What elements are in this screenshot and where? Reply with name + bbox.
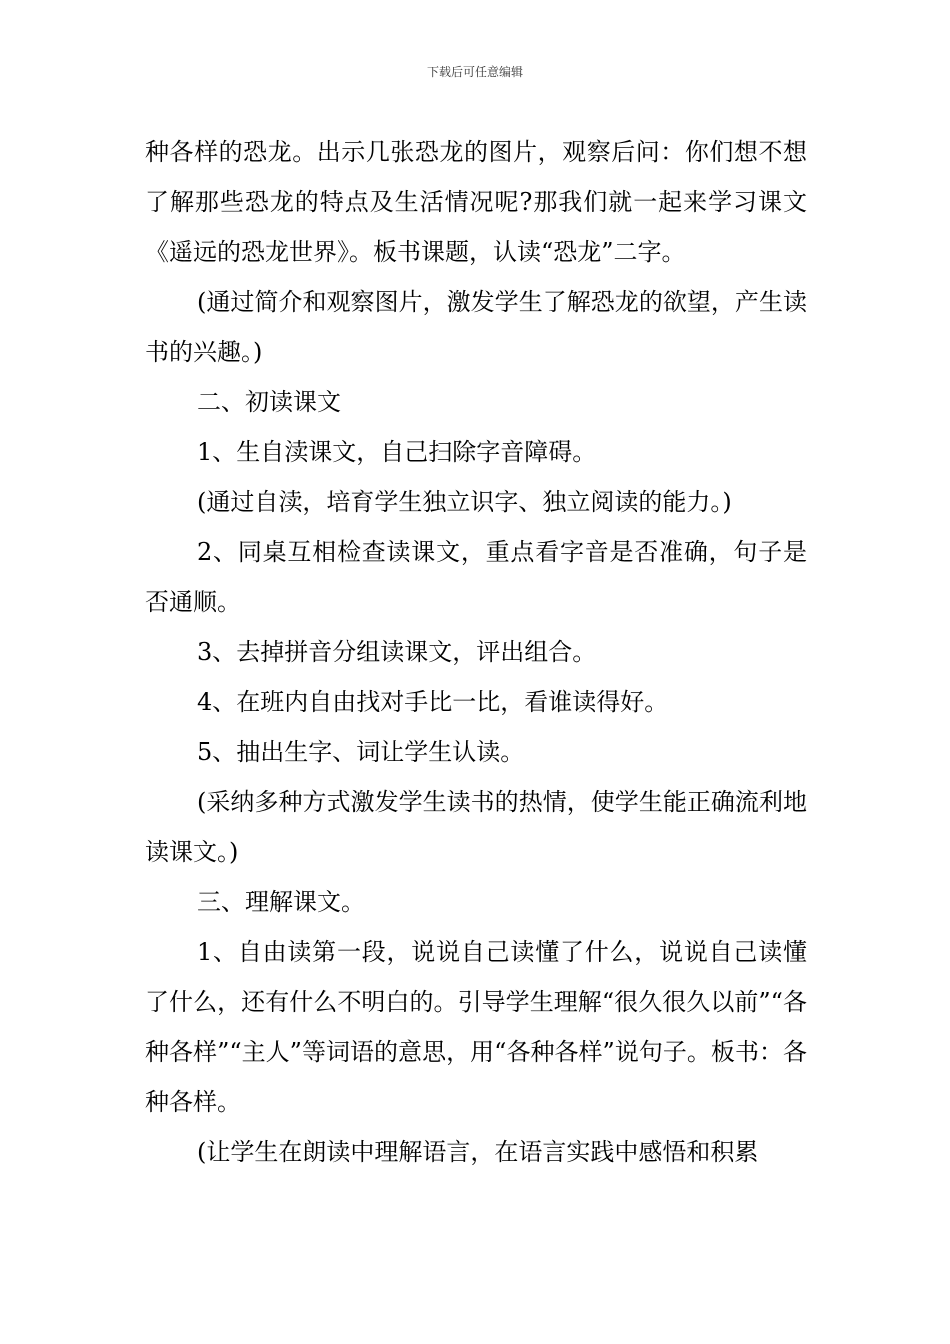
paragraph: (采纳多种方式激发学生读书的热情，使学生能正确流利地读课文。) [145, 788, 807, 866]
list-item: 5、抽出生字、词让学生认读。 [197, 738, 525, 766]
paragraph: (通过自渎，培育学生独立识字、独立阅读的能力。) [197, 488, 732, 516]
paragraph: (通过简介和观察图片，激发学生了解恐龙的欲望，产生读书的兴趣。) [145, 288, 807, 366]
paragraph: 种各样的恐龙。出示几张恐龙的图片，观察后问：你们想不想了解那些恐龙的特点及生活情况呢?那我们就一起来学习课文《遥远的恐龙世界》。板书课题，认读“恐龙”二字。 [145, 138, 807, 266]
list-item: 4、在班内自由找对手比一比，看谁读得好。 [197, 688, 669, 716]
list-item: 3、去掉拼音分组读课文，评出组合。 [197, 638, 597, 666]
list-item: 1、生自渎课文，自己扫除字音障碍。 [197, 438, 597, 466]
list-item: 1、自由读第一段，说说自己读懂了什么，说说自己读懂了什么，还有什么不明白的。引导学生理解“很久很久以前”“各种各样”“主人”等词语的意思，用“各种各样”说句子。板书：各种各样。 [145, 938, 807, 1116]
page-header-note: 下载后可任意编辑 [426, 65, 523, 79]
section-heading: 二、初读课文 [197, 388, 341, 416]
section-heading: 三、理解课文。 [197, 888, 365, 916]
document-body [145, 127, 807, 1177]
paragraph: (让学生在朗读中理解语言，在语言实践中感悟和积累 [197, 1138, 759, 1166]
list-item: 2、同桌互相检查读课文，重点看字音是否准确，句子是否通顺。 [145, 538, 807, 616]
